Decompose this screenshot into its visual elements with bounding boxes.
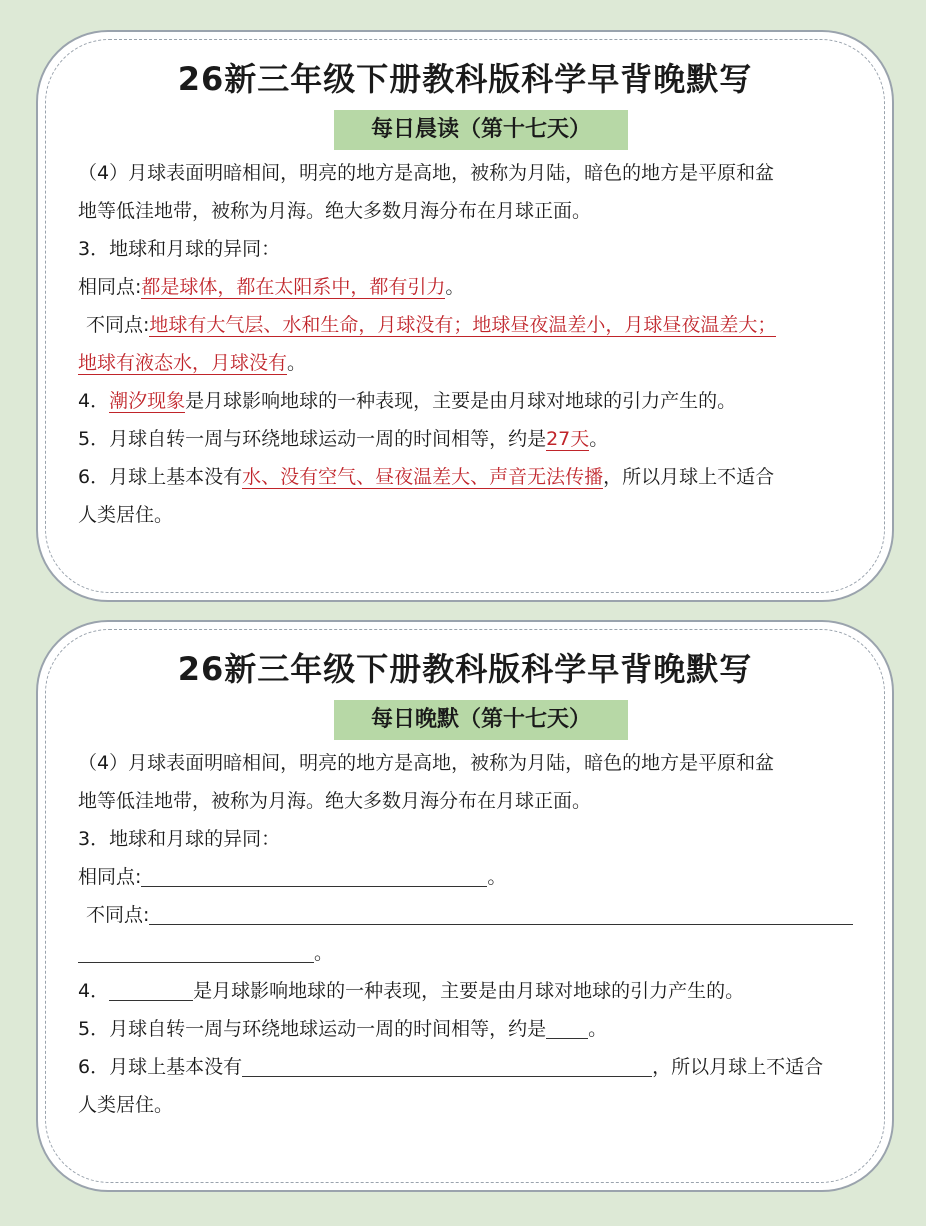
period: 。 [287,352,307,374]
q6-prefix: 6．月球上基本没有 [78,466,243,488]
period: 。 [445,276,465,298]
paragraph-4-line-2: 地等低洼地带，被称为月海。绝大多数月海分布在月球正面。 [78,790,592,812]
question-6 [78,1048,868,1086]
morning-badge: 每日晨读（第十七天） [334,110,628,150]
morning-title: 26新三年级下册教科版科学早背晚默写 [177,60,753,98]
diff-points-line-2 [78,934,868,972]
question-3: 3．地球和月球的异同： [78,238,281,260]
same-answer-blank[interactable] [141,862,487,887]
q5-text: 5．月球自转一周与环绕地球运动一周的时间相等，约是 [78,1018,547,1040]
question-4 [78,972,868,1010]
diff-answer-blank-1[interactable] [149,900,853,925]
q4-prefix: 4． [78,980,110,1002]
same-points-line [78,858,868,896]
q6-rest: ，所以月球上不适合 [603,466,775,488]
question-6-end: 人类居住。 [78,1094,174,1116]
question-6 [78,458,868,496]
period: 。 [589,428,609,450]
same-points-line [78,268,868,306]
q4-rest: 是月球影响地球的一种表现，主要是由月球对地球的引力产生的。 [193,980,745,1002]
morning-card [36,30,894,602]
q5-text: 5．月球自转一周与环绕地球运动一周的时间相等，约是 [78,428,547,450]
period: 。 [487,866,507,888]
q4-rest: 是月球影响地球的一种表现，主要是由月球对地球的引力产生的。 [185,390,737,412]
diff-label: 不同点: [86,904,150,926]
evening-title: 26新三年级下册教科版科学早背晚默写 [177,650,753,688]
diff-answer-b: 地球有液态水，月球没有 [78,352,288,374]
q6-answer-blank[interactable] [242,1052,652,1077]
question-4 [78,382,868,420]
diff-points-line-2 [78,344,868,382]
question-5 [78,420,868,458]
q5-answer-blank[interactable] [546,1014,588,1039]
q4-answer: 潮汐现象 [109,390,186,412]
q4-prefix: 4． [78,390,110,412]
same-answer: 都是球体，都在太阳系中，都有引力 [141,276,446,298]
same-label: 相同点: [78,866,142,888]
same-label: 相同点: [78,276,142,298]
period: 。 [314,942,334,964]
q4-answer-blank[interactable] [109,976,193,1001]
question-6-end: 人类居住。 [78,504,174,526]
q6-prefix: 6．月球上基本没有 [78,1056,243,1078]
question-3: 3．地球和月球的异同： [78,828,281,850]
diff-label: 不同点: [86,314,150,336]
question-5 [78,1010,868,1048]
evening-body [78,744,868,1124]
evening-card [36,620,894,1192]
paragraph-4-line-1: （4）月球表面明暗相间，明亮的地方是高地，被称为月陆，暗色的地方是平原和盆 [78,752,775,774]
diff-points-line-1 [78,306,868,344]
diff-answer-a: 地球有大气层、水和生命，月球没有；地球昼夜温差小，月球昼夜温差大； [149,314,777,336]
q6-answer: 水、没有空气、昼夜温差大、声音无法传播 [242,466,604,488]
paragraph-4-line-2: 地等低洼地带，被称为月海。绝大多数月海分布在月球正面。 [78,200,592,222]
q5-answer: 27天 [546,428,590,450]
evening-badge: 每日晚默（第十七天） [334,700,628,740]
diff-answer-blank-2[interactable] [78,938,314,963]
paragraph-4-line-1: （4）月球表面明暗相间，明亮的地方是高地，被称为月陆，暗色的地方是平原和盆 [78,162,775,184]
period: 。 [588,1018,608,1040]
diff-points-line-1 [78,896,868,934]
q6-rest: ，所以月球上不适合 [652,1056,824,1078]
morning-body [78,154,868,534]
